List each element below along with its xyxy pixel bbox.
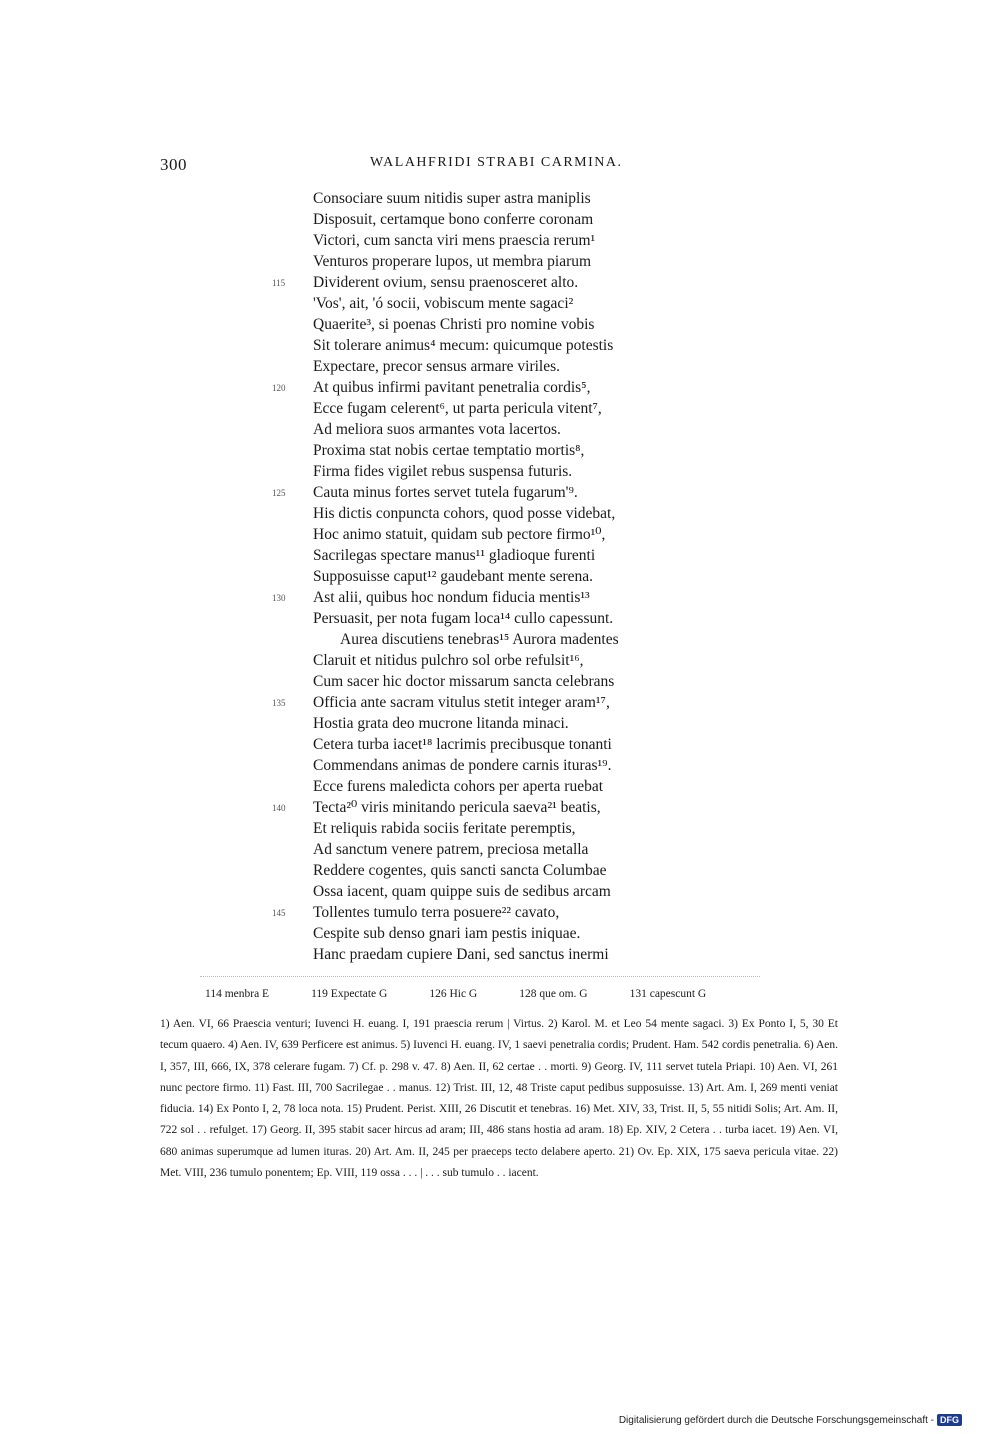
line-number: 130 [272,593,286,603]
verse-line [0,587,1000,608]
verse-text: Ossa iacent, quam quippe suis de sedibus arcam [313,883,611,900]
source-notes [160,1014,838,1184]
verse-text: Tollentes tumulo terra posuere²² cavato, [313,904,560,921]
verse-line [0,797,1000,818]
verse-line [0,944,1000,965]
verse-text: Sacrilegas spectare manus¹¹ gladioque furenti [313,547,596,564]
verse-line [0,902,1000,923]
verse-text: Cum sacer hic doctor missarum sancta celebrans [313,673,615,690]
verse-line [0,335,1000,356]
verse-text: Disposuit, certamque bono conferre coronam [313,211,594,228]
verse-text: Hoc animo statuit, quidam sub pectore firmo¹⁰, [313,526,606,543]
verse-text: Cetera turba iacet¹⁸ lacrimis precibusque tonanti [313,736,612,753]
verse-text: At quibus infirmi pavitant penetralia cordis⁵, [313,379,591,396]
verse-text: Persuasit, per nota fugam loca¹⁴ cullo capessunt. [313,610,614,627]
verse-text: Venturos properare lupos, ut membra piarum [313,253,592,270]
verse-line [0,524,1000,545]
verse-text: Supposuisse caput¹² gaudebant mente serena. [313,568,594,585]
verse-line [0,461,1000,482]
verse-text: Ad meliora suos armantes vota lacertos. [313,421,561,438]
verse-line [0,608,1000,629]
verse-text: Cauta minus fortes servet tutela fugarum'⁹. [313,484,578,501]
verse-text: Ecce fugam celerent⁶, ut parta pericula vitent⁷, [313,400,602,417]
verse-line [0,230,1000,251]
apparatus-entry: 114 menbra E [205,988,270,1000]
verse-text: Ecce furens maledicta cohors per aperta ruebat [313,778,604,795]
line-number: 115 [272,278,286,288]
verse-text: Expectare, precor sensus armare viriles. [313,358,561,375]
verse-block [0,188,1000,965]
verse-text: Quaerite³, si poenas Christi pro nomine vobis [313,316,595,333]
verse-text: Firma fides vigilet rebus suspensa futuris. [313,463,573,480]
verse-line [0,251,1000,272]
line-number: 120 [272,383,286,393]
verse-text: Dividerent ovium, sensu praenosceret alto. [313,274,579,291]
verse-line [0,482,1000,503]
verse-text: 'Vos', ait, 'ó socii, vobiscum mente sagaci² [313,295,574,312]
critical-apparatus [205,988,845,1000]
apparatus-entry: 131 capescunt G [629,988,707,1000]
line-number: 135 [272,698,286,708]
line-number: 125 [272,488,286,498]
verse-line [0,503,1000,524]
verse-text: Officia ante sacram vitulus stetit integer aram¹⁷, [313,694,610,711]
verse-line [0,650,1000,671]
verse-line [0,545,1000,566]
verse-text: His dictis conpuncta cohors, quod posse videbat, [313,505,616,522]
verse-text: Hostia grata deo mucrone litanda minaci. [313,715,569,732]
verse-line [0,629,1000,650]
verse-text: Aurea discutiens tenebras¹⁵ Aurora madentes [340,631,619,648]
verse-line [0,734,1000,755]
footer-credit [619,1414,962,1426]
verse-line [0,188,1000,209]
verse-line [0,713,1000,734]
verse-text: Commendans animas de pondere carnis ituras¹⁹. [313,757,612,774]
verse-line [0,839,1000,860]
dfg-logo: DFG [937,1414,962,1426]
funding-credit-text: Digitalisierung gefördert durch die Deutsche Forschungsgemeinschaft - [618,1414,934,1426]
verse-text: Cespite sub denso gnari iam pestis iniquae. [313,925,581,942]
verse-line [0,314,1000,335]
verse-line [0,755,1000,776]
verse-line [0,272,1000,293]
verse-line [0,356,1000,377]
verse-line [0,881,1000,902]
line-number: 145 [272,908,286,918]
verse-line [0,398,1000,419]
verse-line [0,818,1000,839]
verse-line [0,860,1000,881]
apparatus-entry: 126 Hic G [429,988,478,1000]
verse-line [0,419,1000,440]
verse-text: Hanc praedam cupiere Dani, sed sanctus inermi [313,946,609,963]
verse-text: Reddere cogentes, quis sancti sancta Columbae [313,862,607,879]
verse-line [0,293,1000,314]
verse-text: Consociare suum nitidis super astra maniplis [313,190,591,207]
verse-text: Claruit et nitidus pulchro sol orbe refulsit¹⁶, [313,652,584,669]
verse-line [0,671,1000,692]
source-notes-text: 1) Aen. VI, 66 Praescia venturi; Iuvenci H. euang. I, 191 praescia rerum | Virtus. 2) Karol. M. et Leo 54 mente sagaci. 3) Ex Ponto I, 5, 30 Et tecum quaero. 4) Aen. IV, 639 Perficere est animus. 5) Iuvenci H. euang. IV, 1 saevi penetralia cordis; Prudent. Ham. 542 cordis penetralia. 6) Aen. I, 357, III, 666, IX, 378 celerare fugam. 7) Cf. p. 298 v. 47. 8) Aen. II, 62 certae . . morti. 9) Georg. IV, 111 servet tutela Priapi. 10) Aen. VI, 261 nunc pectore firmo. 11) Fast. III, 700 Sacrilegae . . manus. 12) Trist. III, 12, 48 Triste caput pedibus supposuisse. 13) Art. Am. I, 269 menti veniat fiducia. 14) Ex Ponto I, 2, 78 loca nota. 15) Prudent. Perist. XIII, 26 Discutit et tenebras. 16) Met. XIV, 33, Trist. II, 5, 55 nitidi Solis; Art. Am. II, 722 sol . . refulget. 17) Georg. II, 395 stabit sacer hircus ad aram; III, 486 stans hostia ad aram. 18) Ep. XIV, 2 Cetera . . turba iacet. 19) Aen. VI, 680 animas superumque ad lumen ituras. 20) Art. Am. II, 245 per praeceps tecto delabere aperto. 21) Ov. Ep. XIX, 175 saeva pericula vitae. 22) Met. VIII, 236 tumulo ponentem; Ep. VIII, 119 ossa . . . | . . . sub tumulo . . iacent. [160,1018,838,1180]
verse-line [0,209,1000,230]
line-number: 140 [272,803,286,813]
apparatus-entry: 119 Expectate G [311,988,388,1000]
verse-text: Tecta²⁰ viris minitando pericula saeva²¹ beatis, [313,799,601,816]
verse-line [0,776,1000,797]
verse-line [0,440,1000,461]
verse-line [0,923,1000,944]
verse-text: Proxima stat nobis certae temptatio mortis⁸, [313,442,585,459]
verse-line [0,566,1000,587]
verse-line [0,692,1000,713]
divider [200,976,760,978]
verse-text: Et reliquis rabida sociis feritate peremptis, [313,820,576,837]
verse-text: Sit tolerare animus⁴ mecum: quicumque potestis [313,337,614,354]
verse-line [0,377,1000,398]
verse-text: Ast alii, quibus hoc nondum fiducia mentis¹³ [313,589,590,606]
verse-text: Victori, cum sancta viri mens praescia rerum¹ [313,232,596,249]
page-number: 300 [160,155,187,174]
apparatus-entry: 128 que om. G [519,988,588,1000]
verse-text: Ad sanctum venere patrem, preciosa metalla [313,841,589,858]
running-head: WALAHFRIDI STRABI CARMINA. [370,155,623,170]
